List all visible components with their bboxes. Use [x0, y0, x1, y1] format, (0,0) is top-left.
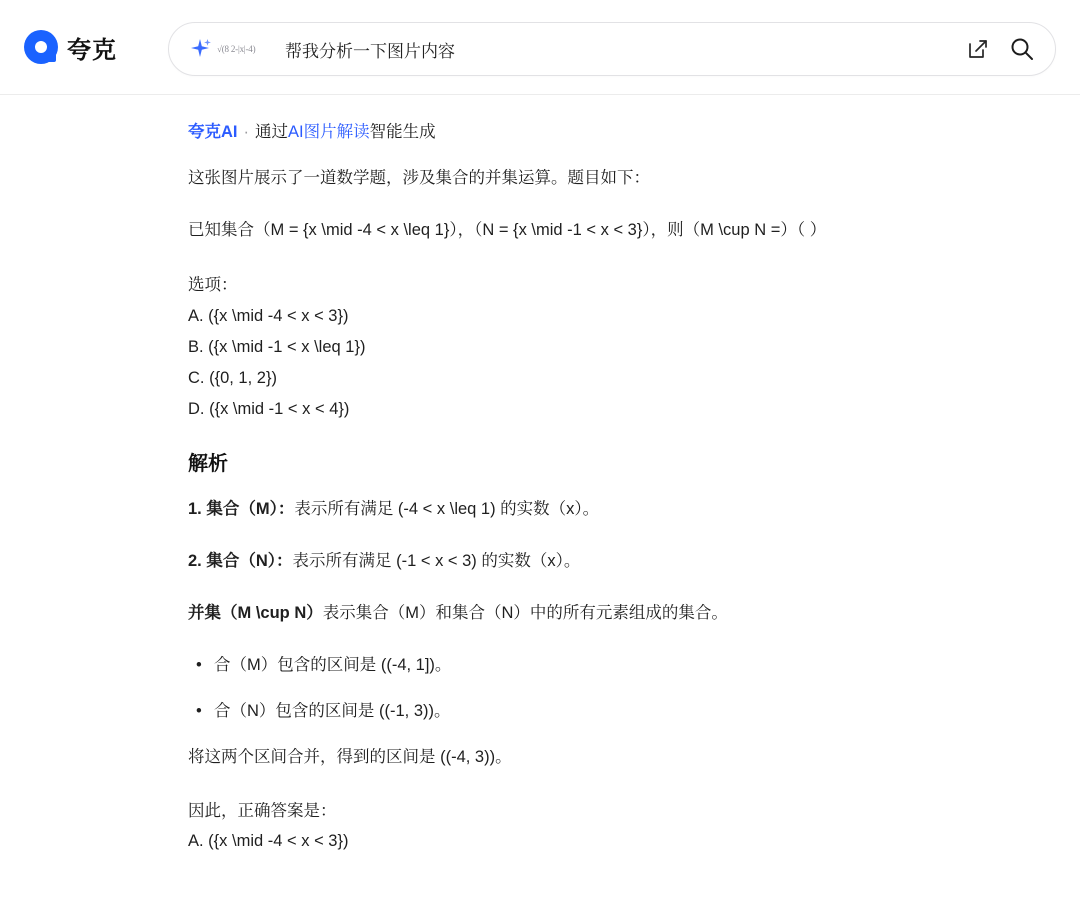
search-icon[interactable]	[1005, 32, 1039, 66]
analysis-step-1-label: 1. 集合（M）：	[188, 500, 295, 518]
merge-paragraph: 将这两个区间合并，得到的区间是 ((-4, 3))。	[188, 748, 512, 766]
options-label: 选项：	[188, 276, 238, 294]
union-statement-label: 并集（M \cup N）	[188, 604, 323, 622]
source-via: 通过	[255, 123, 288, 141]
options-block	[188, 269, 1008, 425]
attached-image-thumbnail[interactable]: √(8 2-|x|-4)	[217, 44, 256, 54]
option-c: C. ({0, 1, 2})	[188, 369, 277, 387]
edit-square-icon[interactable]	[961, 32, 995, 66]
option-a: A. ({x \mid -4 < x < 3})	[188, 307, 349, 325]
analysis-step-2-text: 表示所有满足 (-1 < x < 3) 的实数（x）。	[292, 552, 581, 570]
brand-name: 夸克	[67, 36, 117, 64]
list-item: • 合（N）包含的区间是 ((-1, 3))。	[188, 698, 1008, 724]
source-brand: 夸克AI	[188, 123, 238, 141]
list-item: • 合（M）包含的区间是 ((-4, 1])。	[188, 652, 1008, 678]
analysis-step-1	[188, 496, 1008, 522]
answer-content	[0, 95, 1080, 910]
source-attribution	[188, 121, 1008, 143]
option-d: D. ({x \mid -1 < x < 4})	[188, 400, 350, 418]
search-input[interactable]: 帮我分析一下图片内容	[285, 41, 455, 61]
source-tail: 智能生成	[369, 123, 436, 141]
question-paragraph: 已知集合（M = {x \mid -4 < x \leq 1}），（N = {x \mid -1 < x < 3}），则（M \cup N =）（ ）	[188, 221, 827, 239]
union-statement-text: 表示集合（M）和集合（N）中的所有元素组成的集合。	[322, 604, 728, 622]
brand-logo[interactable]	[24, 30, 154, 65]
conclusion-label: 因此，正确答案是：	[188, 802, 337, 820]
intro-paragraph: 这张图片展示了一道数学题，涉及集合的并集运算。题目如下：	[188, 169, 650, 187]
source-link[interactable]: AI图片解读	[288, 123, 370, 141]
quark-logo-icon	[24, 30, 58, 64]
analysis-step-2	[188, 548, 1008, 574]
sparkle-icon	[187, 36, 213, 62]
search-bar[interactable]	[168, 22, 1056, 76]
union-statement	[188, 600, 1008, 626]
option-b: B. ({x \mid -1 < x \leq 1})	[188, 338, 366, 356]
analysis-heading: 解析	[188, 453, 228, 475]
final-answer: A. ({x \mid -4 < x < 3})	[188, 832, 349, 850]
source-separator: ·	[243, 123, 249, 141]
analysis-step-1-text: 表示所有满足 (-4 < x \leq 1) 的实数（x）。	[294, 500, 600, 518]
interval-bullet-list	[188, 652, 1008, 724]
app-header	[0, 0, 1080, 95]
analysis-step-2-label: 2. 集合（N）：	[188, 552, 293, 570]
